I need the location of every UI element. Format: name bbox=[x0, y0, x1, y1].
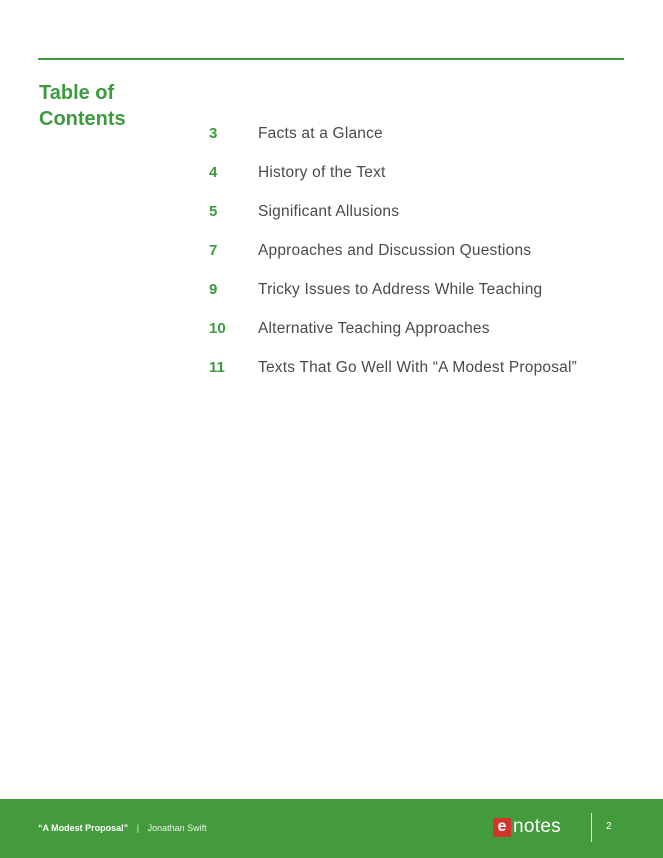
toc-entry[interactable] bbox=[209, 124, 629, 163]
page-number: 2 bbox=[606, 821, 612, 832]
toc-entry-title: Tricky Issues to Address While Teaching bbox=[258, 281, 543, 298]
footer-work-title: “A Modest Proposal” bbox=[38, 823, 129, 833]
toc-page-number: 4 bbox=[209, 164, 218, 181]
top-divider bbox=[38, 58, 624, 60]
toc-page-number: 11 bbox=[209, 359, 225, 376]
toc-entry-title: Texts That Go Well With “A Modest Proposal” bbox=[258, 359, 578, 376]
toc-entry-title: Alternative Teaching Approaches bbox=[258, 320, 490, 337]
toc-entry[interactable] bbox=[209, 319, 629, 358]
toc-page-number: 3 bbox=[209, 125, 218, 142]
footer-author: Jonathan Swift bbox=[147, 823, 207, 833]
toc-entry-title: History of the Text bbox=[258, 164, 386, 181]
page-footer bbox=[0, 799, 663, 858]
enotes-logo[interactable] bbox=[493, 816, 561, 838]
toc-entry[interactable] bbox=[209, 280, 629, 319]
toc-entry[interactable] bbox=[209, 358, 629, 397]
toc-page-number: 5 bbox=[209, 203, 218, 220]
toc-entry[interactable] bbox=[209, 163, 629, 202]
logo-wordmark: notes bbox=[513, 816, 561, 837]
toc-entry[interactable] bbox=[209, 241, 629, 280]
toc-page-number: 9 bbox=[209, 281, 218, 298]
footer-citation bbox=[38, 822, 207, 834]
toc-entry[interactable] bbox=[209, 202, 629, 241]
footer-separator: | bbox=[136, 823, 140, 833]
toc-entry-title: Approaches and Discussion Questions bbox=[258, 242, 532, 259]
logo-e-icon: e bbox=[493, 818, 511, 837]
toc-heading: Table of Contents bbox=[39, 82, 126, 130]
toc-list bbox=[209, 124, 629, 397]
toc-entry-title: Significant Allusions bbox=[258, 203, 400, 220]
toc-page-number: 10 bbox=[209, 320, 226, 337]
toc-entry-title: Facts at a Glance bbox=[258, 125, 383, 142]
footer-divider bbox=[591, 813, 592, 842]
toc-page-number: 7 bbox=[209, 242, 218, 259]
